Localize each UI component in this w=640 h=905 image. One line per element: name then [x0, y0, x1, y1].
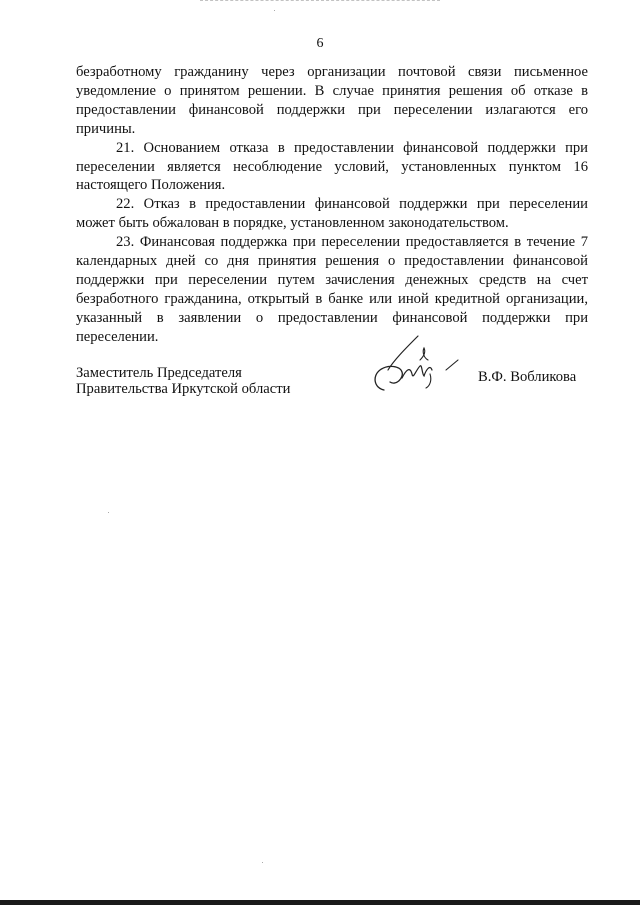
paragraph-continuation: безработному гражданину через организации почтовой связи письменное уведомление о принятом решении. В случае принятия решения об отказе в предоставлении финансовой поддержки при переселении излагаются его причины.: [76, 64, 588, 137]
page-number: 6: [316, 36, 324, 51]
signatory-title-line-2: Правительства Иркутской области: [76, 381, 291, 397]
signatory-name: В.Ф. Вобликова: [478, 369, 577, 385]
scan-top-marks: [200, 0, 440, 4]
document-body: [76, 63, 588, 347]
signatory-title-line-1: Заместитель Председателя: [76, 365, 242, 381]
scan-speck: [274, 10, 275, 11]
paragraph-23: 23. Финансовая поддержка при переселении предоставляется в течение 7 календарных дней со дня принятия решения о предоставлении финансовой поддержки при переселении путем зачисления денежных средств на счет безработного гражданина, открытый в банке или иной кредитной организации, указанный в заявлении о предоставлении финансовой поддержки при переселении.: [76, 234, 588, 345]
scan-speck: [262, 862, 263, 863]
paragraph-21: 21. Основанием отказа в предоставлении финансовой поддержки при переселении является несоблюдение условий, установленных пунктом 16 настоящего Положения.: [76, 139, 588, 194]
scan-speck: [108, 512, 109, 513]
signatory-title: [76, 365, 290, 397]
scan-bottom-edge: [0, 900, 640, 905]
paragraph-22: 22. Отказ в предоставлении финансовой поддержки при переселении может быть обжалован в порядке, установленном законодательством.: [76, 196, 588, 232]
handwritten-signature: [366, 330, 466, 400]
